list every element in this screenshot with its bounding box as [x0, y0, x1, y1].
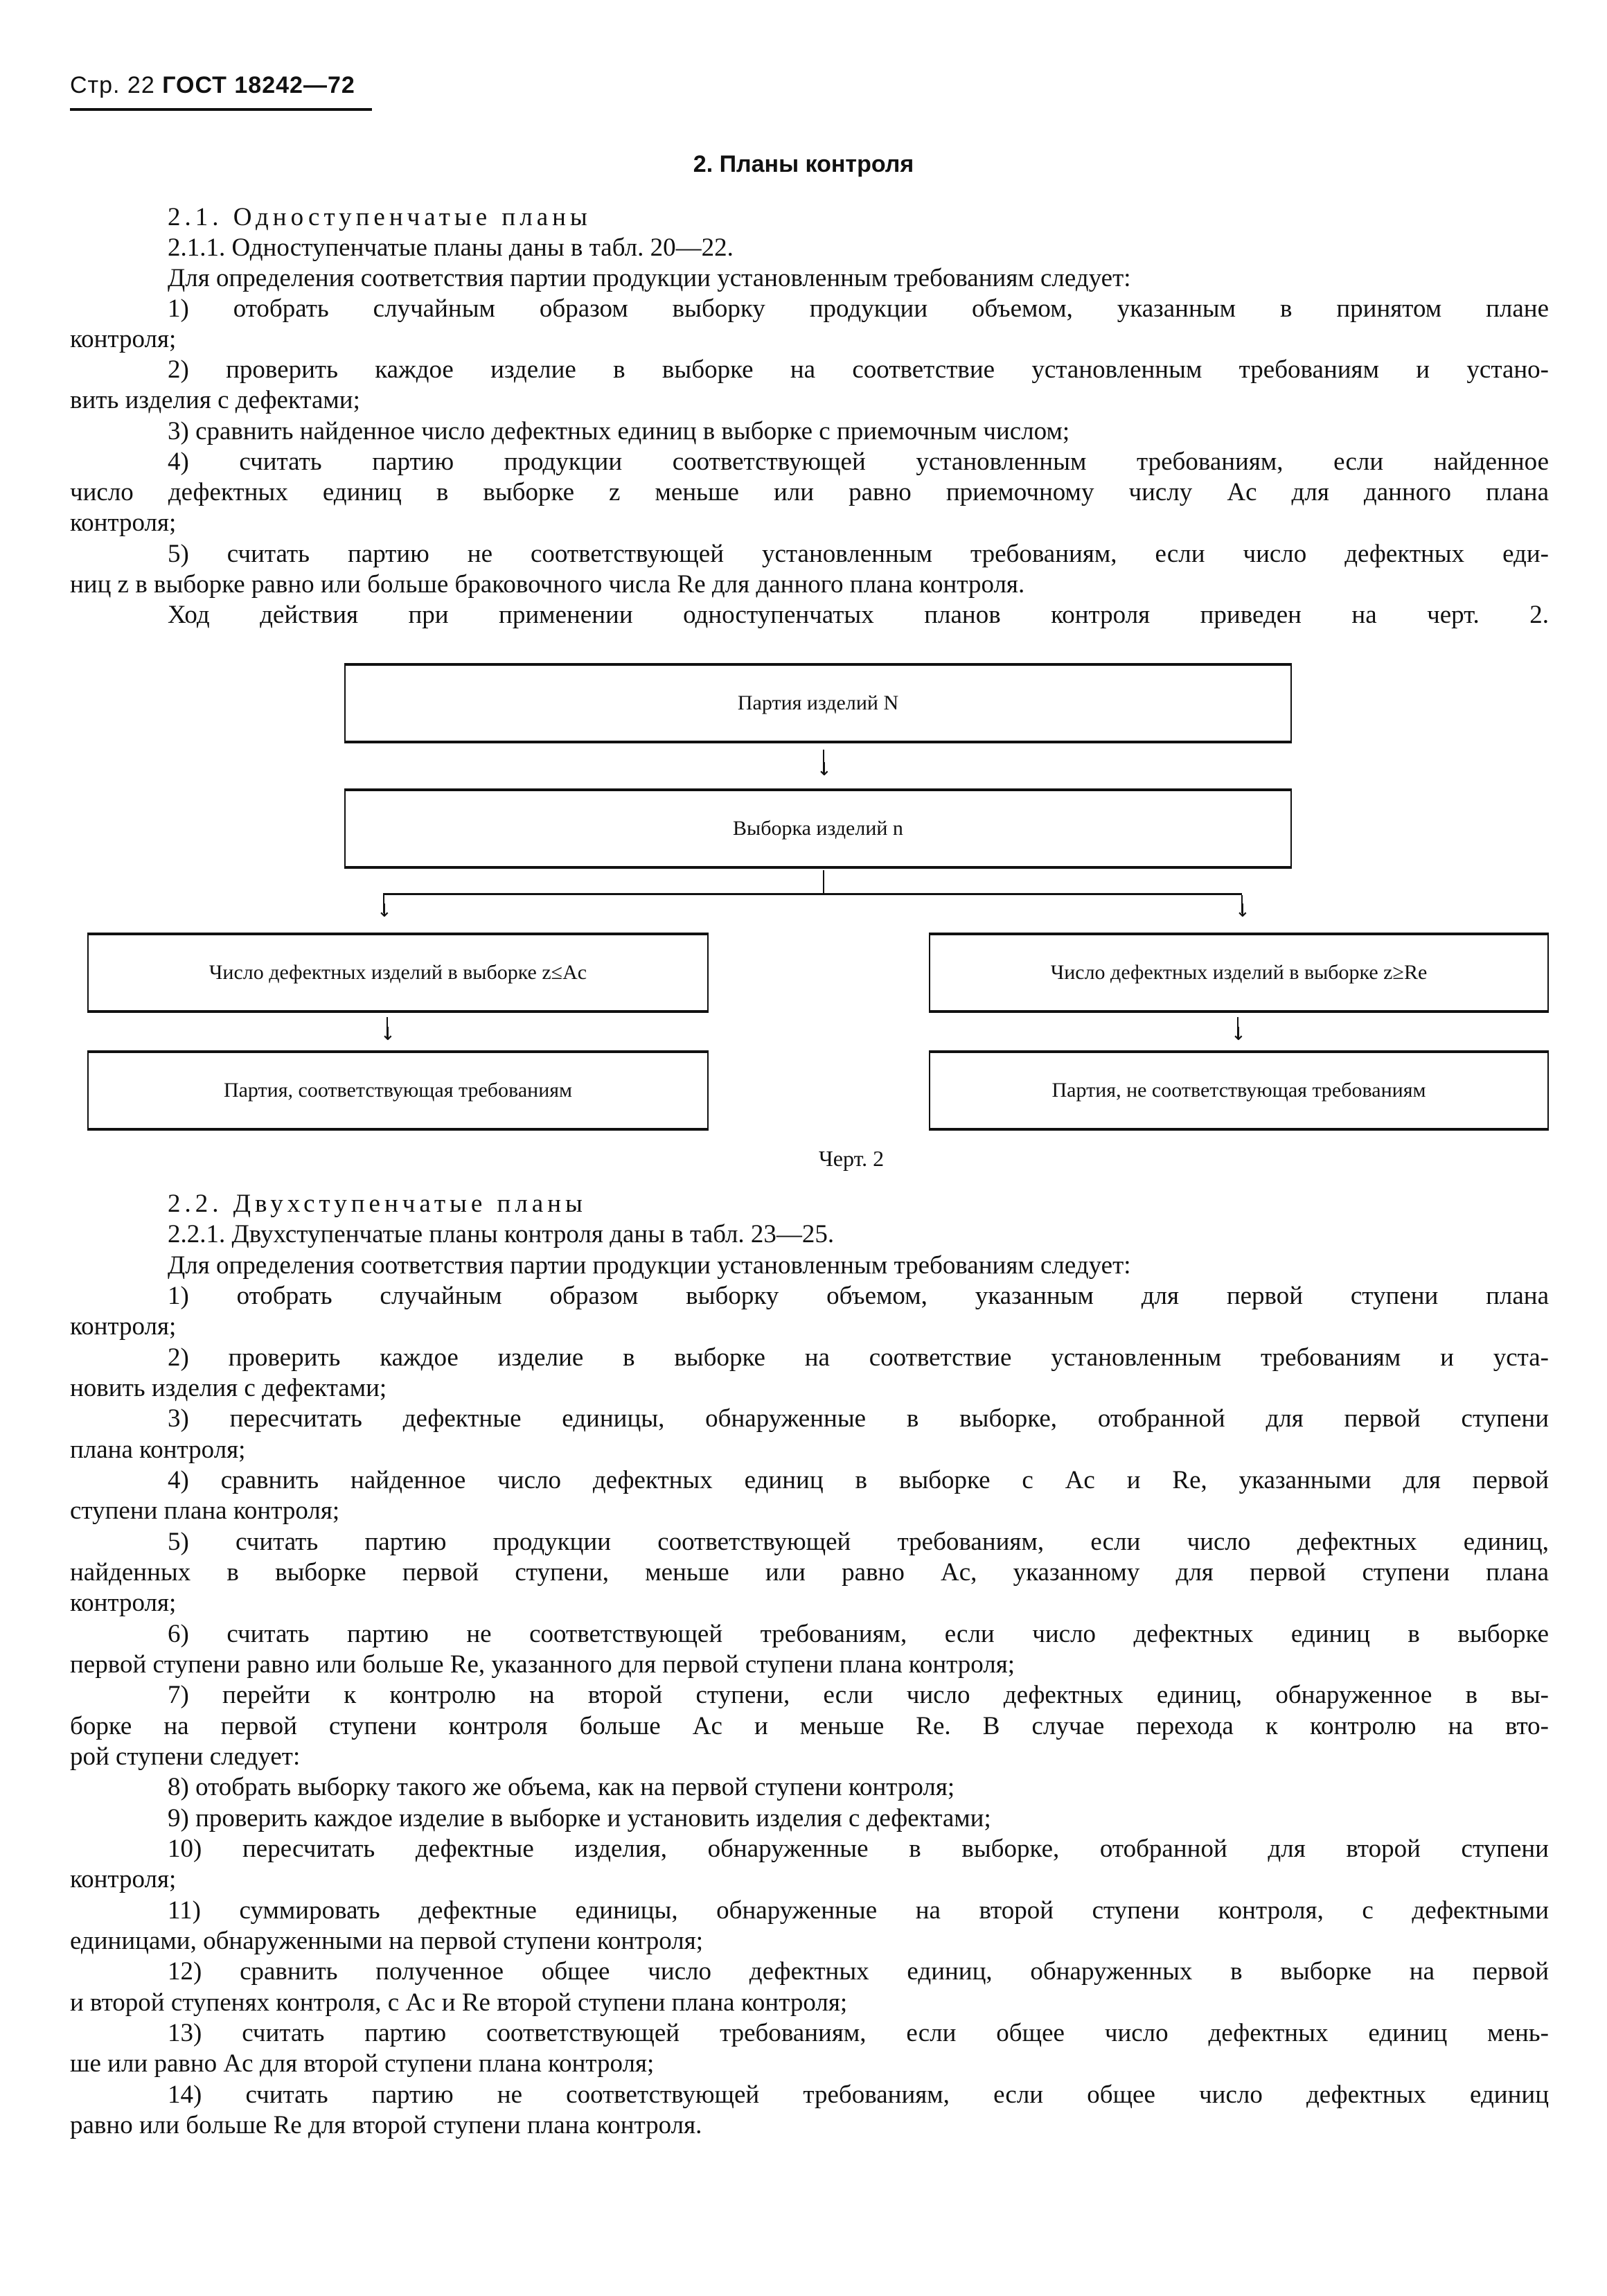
- list-item-line: единицами, обнаруженными на первой ступени контроля;: [70, 1927, 704, 1955]
- list-item-line: 5) считать партию не соответствующей установленным требованиям, если число дефектных еди-: [168, 540, 1549, 568]
- list-item-line: 12) сравнить полученное общее число дефектных единиц, обнаруженных в выборке на первой: [168, 1957, 1549, 1986]
- list-item-line: 1) отобрать случайным образом выборку продукции объемом, указанным в принятом плане: [168, 294, 1549, 323]
- list-item-line: контроля;: [70, 325, 177, 353]
- list-item-line: контроля;: [70, 1312, 177, 1341]
- list-item-line: 14) считать партию не соответствующей требованиям, если общее число дефектных единиц: [168, 2081, 1549, 2109]
- list-item-line: первой ступени равно или больше Re, указанного для первой ступени плана контроля;: [70, 1650, 1015, 1679]
- subsection-heading-2-2: 2.2. Двухступенчатые планы: [168, 1190, 587, 1218]
- list-item-line: 3) пересчитать дефектные единицы, обнаруженные в выборке, отобранной для первой ступени: [168, 1404, 1549, 1433]
- box-sample-label: Выборка изделий n: [733, 817, 903, 840]
- connector-stem: [823, 870, 824, 894]
- header-rule: [70, 108, 372, 111]
- subsection-heading-2-1: 2.1. Одноступенчатые планы: [168, 203, 592, 231]
- connector-branch: [383, 893, 1242, 895]
- box-accept-result: [87, 1050, 709, 1131]
- figure-caption: Черт. 2: [819, 1146, 885, 1171]
- list-item-line: ше или равно Ac для второй ступени плана контроля;: [70, 2049, 655, 2078]
- list-item-line: 7) перейти к контролю на второй ступени, если число дефектных единиц, обнаруженное в вы-: [168, 1681, 1549, 1709]
- box-reject-condition: [929, 933, 1549, 1013]
- list-item-line: 9) проверить каждое изделие в выборке и установить изделия с дефектами;: [168, 1804, 991, 1833]
- box-reject-result-label: Партия, не соответствующая требованиям: [1051, 1079, 1426, 1102]
- list-item-line: 11) суммировать дефектные единицы, обнаруженные на второй ступени контроля, с дефектными: [168, 1896, 1549, 1925]
- section-title: 2. Планы контроля: [693, 151, 914, 177]
- box-reject-condition-label: Число дефектных изделий в выборке z≥Re: [1050, 961, 1428, 984]
- list-item-line: 8) отобрать выборку такого же объема, как на первой ступени контроля;: [168, 1773, 955, 1801]
- box-lot: [344, 663, 1292, 743]
- paragraph-line: 2.2.1. Двухступенчатые планы контроля даны в табл. 23—25.: [168, 1220, 835, 1248]
- standard-number: ГОСТ 18242—72: [162, 72, 355, 98]
- page-number: Стр. 22: [70, 72, 155, 98]
- paragraph-line: Ход действия при применении одноступенчатых планов контроля приведен на черт. 2.: [168, 601, 1549, 629]
- list-item-line: найденных в выборке первой ступени, меньше или равно Ac, указанному для первой ступени плана: [70, 1558, 1549, 1587]
- list-item-line: число дефектных единиц в выборке z меньше или равно приемочному числу Ac для данного плана: [70, 478, 1549, 506]
- list-item-line: 2) проверить каждое изделие в выборке на соответствие установленным требованиям и уста-: [168, 1343, 1549, 1372]
- list-item-line: плана контроля;: [70, 1436, 246, 1464]
- arrow-down-icon: ↓: [817, 759, 832, 780]
- box-lot-label: Партия изделий N: [737, 691, 899, 714]
- list-item-line: и второй ступенях контроля, с Ac и Re второй ступени плана контроля;: [70, 1988, 848, 2017]
- paragraph-line: Для определения соответствия партии продукции установленным требованиям следует:: [168, 264, 1131, 292]
- list-item-line: ступени плана контроля;: [70, 1496, 340, 1525]
- box-accept-condition: [87, 933, 709, 1013]
- paragraph-line: Для определения соответствия партии продукции установленным требованиям следует:: [168, 1251, 1131, 1280]
- list-item-line: борке на первой ступени контроля больше Ac и меньше Re. В случае перехода к контролю на вто-: [70, 1712, 1549, 1740]
- list-item-line: 4) сравнить найденное число дефектных единиц в выборке с Ac и Re, указанными для первой: [168, 1466, 1549, 1494]
- arrow-down-icon: ↓: [1231, 1024, 1246, 1045]
- list-item-line: 6) считать партию не соответствующей требованиям, если число дефектных единиц в выборке: [168, 1620, 1549, 1648]
- list-item-line: контроля;: [70, 509, 177, 537]
- arrow-down-icon: ↓: [377, 901, 392, 921]
- list-item-line: 3) сравнить найденное число дефектных единиц в выборке с приемочным числом;: [168, 417, 1070, 445]
- list-item-line: ниц z в выборке равно или больше браковочного числа Re для данного плана контроля.: [70, 570, 1025, 599]
- list-item-line: контроля;: [70, 1865, 177, 1893]
- list-item-line: контроля;: [70, 1589, 177, 1617]
- list-item-line: 13) считать партию соответствующей требованиям, если общее число дефектных единиц мень-: [168, 2019, 1549, 2047]
- box-sample: [344, 788, 1292, 869]
- list-item-line: 4) считать партию продукции соответствующей установленным требованиям, если найденное: [168, 448, 1549, 476]
- list-item-line: 5) считать партию продукции соответствующей требованиям, если число дефектных единиц,: [168, 1528, 1549, 1556]
- paragraph-line: 2.1.1. Одноступенчатые планы даны в табл. 20—22.: [168, 233, 734, 262]
- list-item-line: 2) проверить каждое изделие в выборке на соответствие установленным требованиям и устано-: [168, 355, 1549, 384]
- box-accept-condition-label: Число дефектных изделий в выборке z≤Ac: [208, 961, 587, 984]
- list-item-line: равно или больше Re для второй ступени плана контроля.: [70, 2111, 702, 2139]
- box-reject-result: [929, 1050, 1549, 1131]
- box-accept-result-label: Партия, соответствующая требованиям: [223, 1079, 573, 1102]
- list-item-line: вить изделия с дефектами;: [70, 386, 360, 414]
- list-item-line: 10) пересчитать дефектные изделия, обнаруженные в выборке, отобранной для второй ступени: [168, 1835, 1549, 1863]
- running-header: [70, 72, 355, 99]
- list-item-line: новить изделия с дефектами;: [70, 1374, 387, 1402]
- list-item-line: 1) отобрать случайным образом выборку объемом, указанным для первой ступени плана: [168, 1282, 1549, 1310]
- arrow-down-icon: ↓: [1235, 901, 1250, 921]
- list-item-line: рой ступени следует:: [70, 1742, 301, 1771]
- arrow-down-icon: ↓: [380, 1024, 396, 1045]
